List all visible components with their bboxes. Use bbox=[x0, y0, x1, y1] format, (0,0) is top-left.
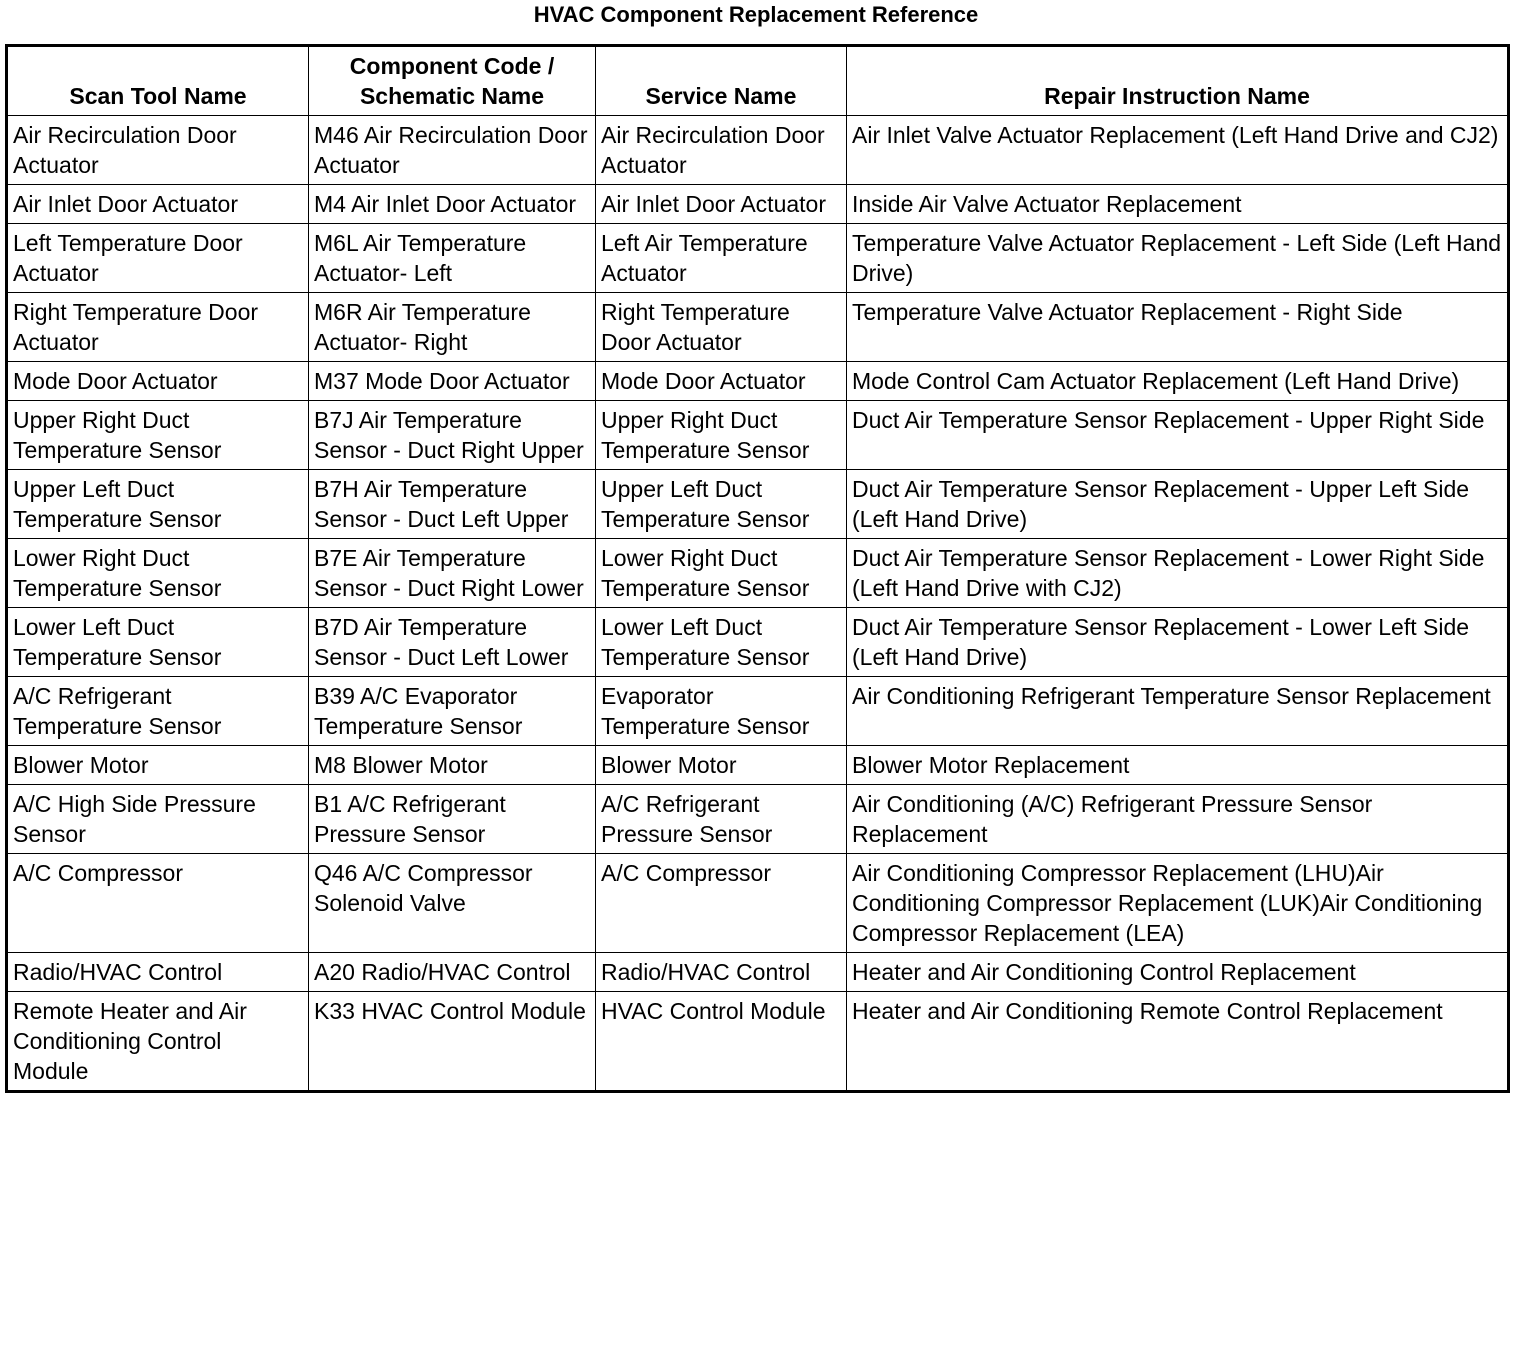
cell-repair-instruction: Air Conditioning Compressor Replacement (LHU)Air Conditioning Compressor Replacement (LUK)Air Conditioning Compressor Replacement (LEA) bbox=[847, 854, 1509, 953]
cell-component-code: K33 HVAC Control Module bbox=[309, 992, 596, 1092]
table-row bbox=[7, 293, 1509, 362]
table-row bbox=[7, 539, 1509, 608]
cell-service-name: Left Air Temperature Actuator bbox=[596, 224, 847, 293]
cell-repair-instruction: Mode Control Cam Actuator Replacement (Left Hand Drive) bbox=[847, 362, 1509, 401]
table-row bbox=[7, 746, 1509, 785]
cell-scan-tool-name: Lower Left Duct Temperature Sensor bbox=[7, 608, 309, 677]
cell-component-code: A20 Radio/HVAC Control bbox=[309, 953, 596, 992]
header-repair-instruction-name: Repair Instruction Name bbox=[847, 46, 1509, 116]
cell-service-name: Right Temperature Door Actuator bbox=[596, 293, 847, 362]
cell-component-code: M46 Air Recirculation Door Actuator bbox=[309, 116, 596, 185]
table-row bbox=[7, 116, 1509, 185]
cell-repair-instruction: Temperature Valve Actuator Replacement - Left Side (Left Hand Drive) bbox=[847, 224, 1509, 293]
cell-component-code: B39 A/C Evaporator Temperature Sensor bbox=[309, 677, 596, 746]
header-scan-tool-name: Scan Tool Name bbox=[7, 46, 309, 116]
cell-repair-instruction: Air Inlet Valve Actuator Replacement (Left Hand Drive and CJ2) bbox=[847, 116, 1509, 185]
cell-scan-tool-name: Blower Motor bbox=[7, 746, 309, 785]
table-row bbox=[7, 401, 1509, 470]
cell-service-name: Mode Door Actuator bbox=[596, 362, 847, 401]
table-header bbox=[7, 46, 1509, 116]
cell-scan-tool-name: Right Temperature Door Actuator bbox=[7, 293, 309, 362]
table-row bbox=[7, 854, 1509, 953]
cell-scan-tool-name: Upper Right Duct Temperature Sensor bbox=[7, 401, 309, 470]
page-title: HVAC Component Replacement Reference bbox=[533, 2, 979, 27]
cell-scan-tool-name: Lower Right Duct Temperature Sensor bbox=[7, 539, 309, 608]
cell-component-code: M6R Air Temperature Actuator- Right bbox=[309, 293, 596, 362]
cell-scan-tool-name: A/C High Side Pressure Sensor bbox=[7, 785, 309, 854]
cell-service-name: Lower Right Duct Temperature Sensor bbox=[596, 539, 847, 608]
cell-service-name: Lower Left Duct Temperature Sensor bbox=[596, 608, 847, 677]
cell-scan-tool-name: Radio/HVAC Control bbox=[7, 953, 309, 992]
cell-scan-tool-name: Remote Heater and Air Conditioning Control Module bbox=[7, 992, 309, 1092]
cell-component-code: Q46 A/C Compressor Solenoid Valve bbox=[309, 854, 596, 953]
cell-component-code: B7H Air Temperature Sensor - Duct Left Upper bbox=[309, 470, 596, 539]
component-reference-table bbox=[5, 44, 1510, 1093]
table-row bbox=[7, 608, 1509, 677]
cell-service-name: Air Inlet Door Actuator bbox=[596, 185, 847, 224]
cell-service-name: A/C Compressor bbox=[596, 854, 847, 953]
cell-service-name: Evaporator Temperature Sensor bbox=[596, 677, 847, 746]
cell-repair-instruction: Duct Air Temperature Sensor Replacement - Lower Right Side (Left Hand Drive with CJ2) bbox=[847, 539, 1509, 608]
cell-repair-instruction: Heater and Air Conditioning Remote Control Replacement bbox=[847, 992, 1509, 1092]
header-row bbox=[7, 46, 1509, 116]
cell-scan-tool-name: Air Inlet Door Actuator bbox=[7, 185, 309, 224]
cell-scan-tool-name: A/C Refrigerant Temperature Sensor bbox=[7, 677, 309, 746]
table-body bbox=[7, 116, 1509, 1092]
cell-component-code: M6L Air Temperature Actuator- Left bbox=[309, 224, 596, 293]
table-row bbox=[7, 785, 1509, 854]
table-row bbox=[7, 362, 1509, 401]
cell-repair-instruction: Duct Air Temperature Sensor Replacement - Upper Left Side (Left Hand Drive) bbox=[847, 470, 1509, 539]
cell-repair-instruction: Inside Air Valve Actuator Replacement bbox=[847, 185, 1509, 224]
cell-service-name: Upper Right Duct Temperature Sensor bbox=[596, 401, 847, 470]
cell-component-code: M4 Air Inlet Door Actuator bbox=[309, 185, 596, 224]
cell-service-name: Blower Motor bbox=[596, 746, 847, 785]
cell-scan-tool-name: Air Recirculation Door Actuator bbox=[7, 116, 309, 185]
cell-scan-tool-name: Mode Door Actuator bbox=[7, 362, 309, 401]
header-service-name: Service Name bbox=[596, 46, 847, 116]
table-row bbox=[7, 224, 1509, 293]
cell-service-name: Upper Left Duct Temperature Sensor bbox=[596, 470, 847, 539]
table-row bbox=[7, 992, 1509, 1092]
cell-repair-instruction: Air Conditioning (A/C) Refrigerant Pressure Sensor Replacement bbox=[847, 785, 1509, 854]
cell-scan-tool-name: A/C Compressor bbox=[7, 854, 309, 953]
cell-service-name: Radio/HVAC Control bbox=[596, 953, 847, 992]
table-row bbox=[7, 470, 1509, 539]
cell-component-code: B7D Air Temperature Sensor - Duct Left Lower bbox=[309, 608, 596, 677]
cell-component-code: B7E Air Temperature Sensor - Duct Right Lower bbox=[309, 539, 596, 608]
cell-repair-instruction: Heater and Air Conditioning Control Replacement bbox=[847, 953, 1509, 992]
table-row bbox=[7, 677, 1509, 746]
table-row bbox=[7, 185, 1509, 224]
cell-scan-tool-name: Upper Left Duct Temperature Sensor bbox=[7, 470, 309, 539]
cell-repair-instruction: Duct Air Temperature Sensor Replacement - Lower Left Side (Left Hand Drive) bbox=[847, 608, 1509, 677]
cell-repair-instruction: Blower Motor Replacement bbox=[847, 746, 1509, 785]
cell-repair-instruction: Duct Air Temperature Sensor Replacement - Upper Right Side bbox=[847, 401, 1509, 470]
cell-component-code: B1 A/C Refrigerant Pressure Sensor bbox=[309, 785, 596, 854]
cell-service-name: Air Recirculation Door Actuator bbox=[596, 116, 847, 185]
header-component-code: Component Code / Schematic Name bbox=[309, 46, 596, 116]
cell-component-code: M37 Mode Door Actuator bbox=[309, 362, 596, 401]
cell-repair-instruction: Air Conditioning Refrigerant Temperature Sensor Replacement bbox=[847, 677, 1509, 746]
cell-component-code: M8 Blower Motor bbox=[309, 746, 596, 785]
cell-component-code: B7J Air Temperature Sensor - Duct Right Upper bbox=[309, 401, 596, 470]
table-row bbox=[7, 953, 1509, 992]
cell-scan-tool-name: Left Temperature Door Actuator bbox=[7, 224, 309, 293]
cell-repair-instruction: Temperature Valve Actuator Replacement - Right Side bbox=[847, 293, 1509, 362]
cell-service-name: HVAC Control Module bbox=[596, 992, 847, 1092]
cell-service-name: A/C Refrigerant Pressure Sensor bbox=[596, 785, 847, 854]
